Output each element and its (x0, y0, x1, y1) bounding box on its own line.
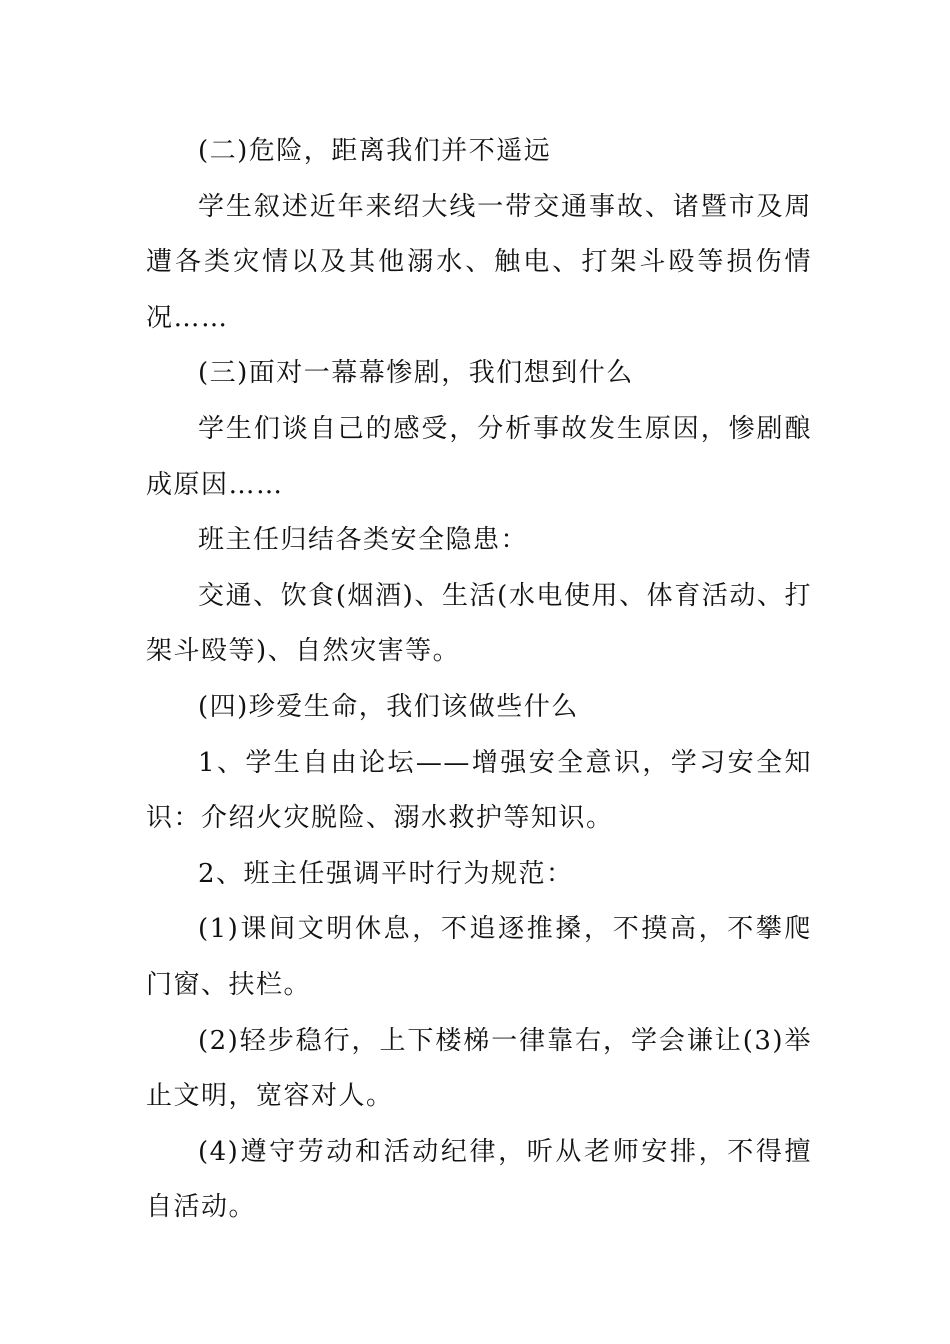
paragraph-student-feelings: 学生们谈自己的感受，分析事故发生原因，惨剧酿成原因…… (146, 413, 812, 500)
rule-item-2-3: (2)轻步稳行，上下楼梯一律靠右，学会谦让(3)举止文明，宽容对人。 (146, 1025, 812, 1112)
paragraph-hazard-list: 交通、饮食(烟酒)、生活(水电使用、体育活动、打架斗殴等)、自然灾害等。 (146, 580, 812, 667)
list-item-behavior-norms: 2、班主任强调平时行为规范： (198, 858, 574, 889)
rule-item-1: (1)课间文明休息，不追逐推搡，不摸高，不攀爬门窗、扶栏。 (146, 914, 812, 1000)
heading-cherish-life: (四)珍爱生命，我们该做些什么 (198, 691, 579, 722)
rule-item-4: (4)遵守劳动和活动纪律，听从老师安排，不得擅自活动。 (146, 1136, 812, 1223)
list-item-student-forum: 1、学生自由论坛——增强安全意识，学习安全知识：介绍火灾脱险、溺水救护等知识。 (146, 747, 812, 834)
heading-danger-not-far: (二)危险，距离我们并不遥远 (198, 136, 552, 166)
heading-facing-tragedies: (三)面对一幕幕惨剧，我们想到什么 (198, 358, 634, 389)
paragraph-teacher-summary: 班主任归结各类安全隐患： (198, 525, 529, 556)
paragraph-student-accounts: 学生叙述近年来绍大线一带交通事故、诸暨市及周遭各类灾情以及其他溺水、触电、打架斗殴等损伤情况…… (146, 191, 812, 333)
document-body (146, 124, 812, 1236)
